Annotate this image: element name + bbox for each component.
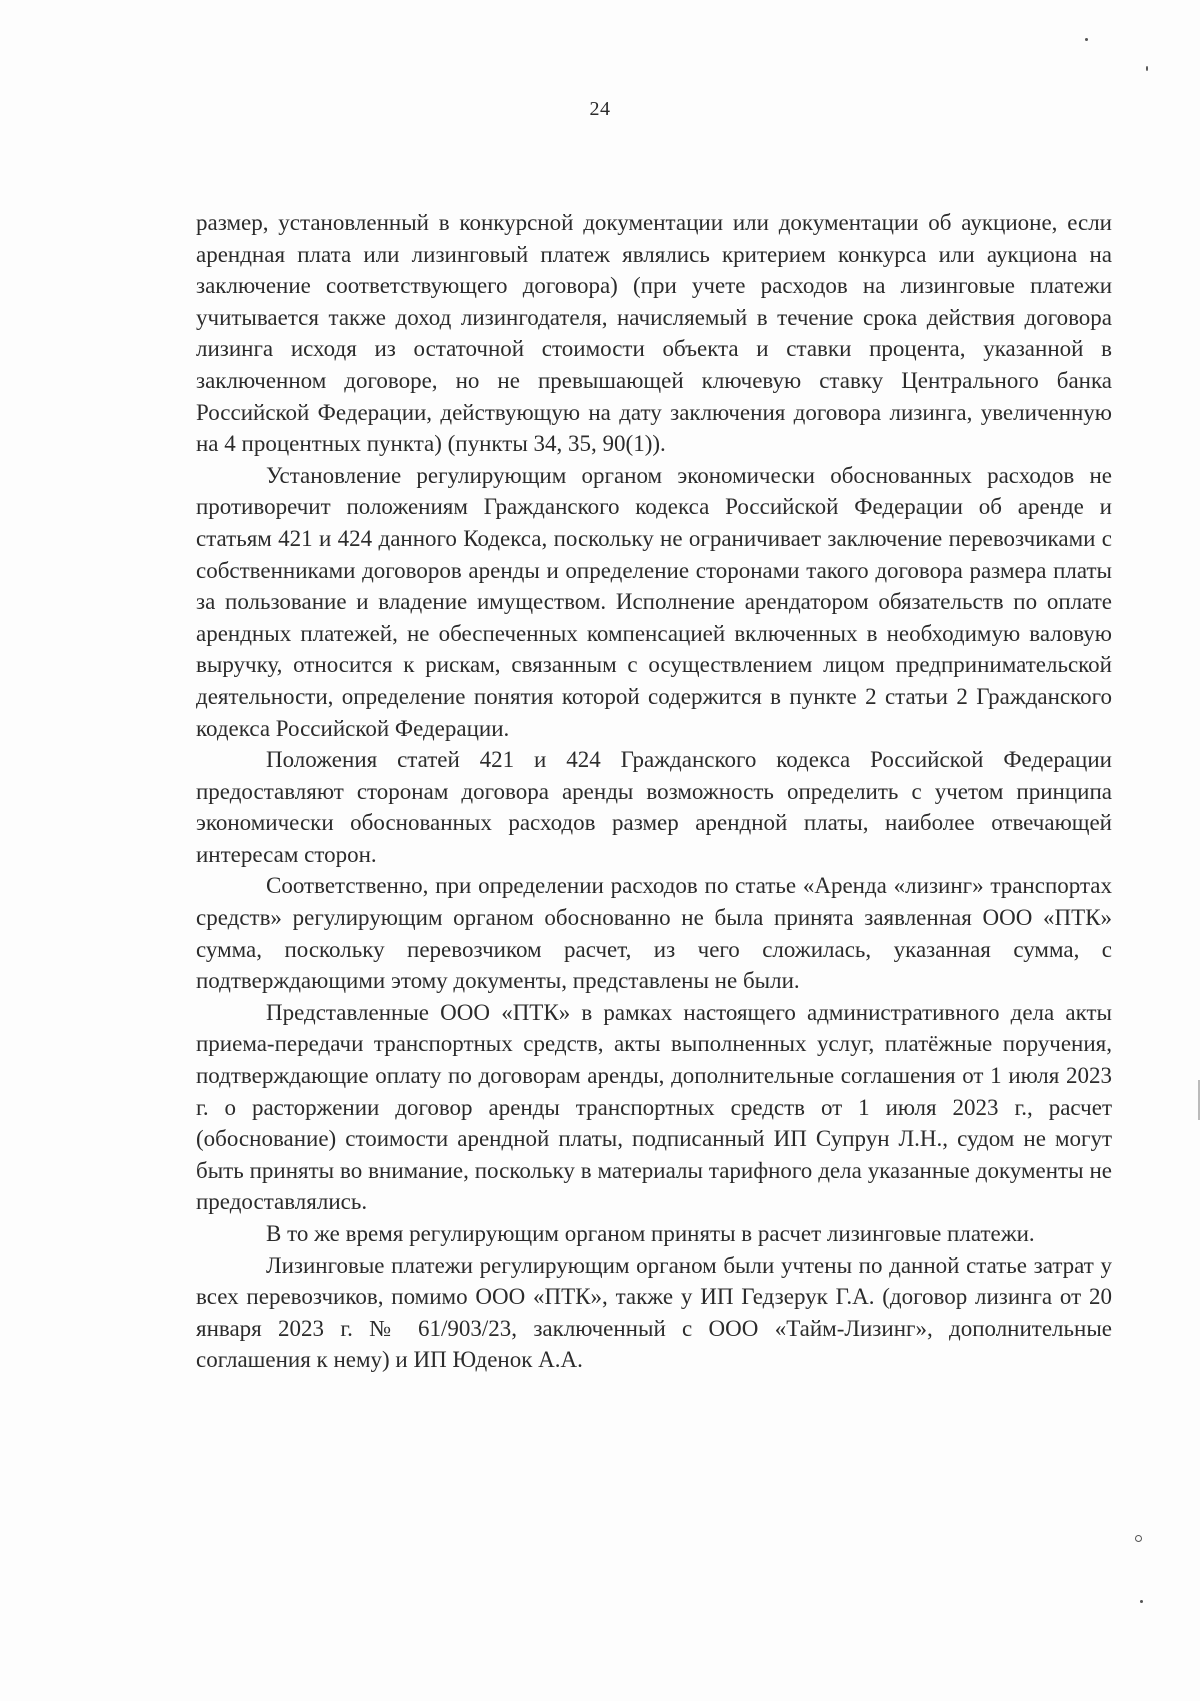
paragraph-4: Соответственно, при определении расходов по статье «Аренда «лизинг» транспортах средств» регулирующим органом обоснованно не была принята заявленная ООО «ПТК» сумма, поскольку перевозчиком расчет, из чего сложилась, указанная сумма, с подтверждающими этому документы, представлены не были. [196, 873, 1112, 994]
paragraph-1: размер, установленный в конкурсной документации или документации об аукционе, если арендная плата или лизинговый платеж являлись критерием конкурса или аукциона на заключение соответствующего договора) (при учете расходов на лизинговые платежи учитывается также доход лизингодателя, начисляемый в течение срока действия договора лизинга исходя из остаточной стоимости объекта и ставки процента, указанной в заключенном договоре, но не превышающей ключевую ставку Центрального банка Российской Федерации, действующую на дату заключения договора лизинга, увеличенную на 4 процентных пункта) (пункты 34, 35, 90(1)). [196, 210, 1112, 457]
paragraph-7: Лизинговые платежи регулирующим органом были учтены по данной статье затрат у всех перевозчиков, помимо ООО «ПТК», также у ИП Гедзерук Г.А. (договор лизинга от 20 января 2023 г. № 61/903/23, заключенный с ООО «Тайм-Лизинг», дополнительные соглашения к нему) и ИП Юденок А.А. [196, 1252, 1112, 1373]
scan-speck [1135, 1535, 1142, 1542]
scan-speck [1085, 38, 1088, 41]
paragraph-6: В то же время регулирующим органом приняты в расчет лизинговые платежи. [266, 1221, 1035, 1246]
paragraph-3: Положения статей 421 и 424 Гражданского кодекса Российской Федерации предоставляют сторонам договора аренды возможность определить с учетом принципа экономически обоснованных расходов размер арендной платы, наиболее отвечающей интересам сторон. [196, 747, 1112, 867]
paragraph-2: Установление регулирующим органом экономически обоснованных расходов не противоречит положениям Гражданского кодекса Российской Федерации об аренде и статьям 421 и 424 данного Кодекса, поскольку не ограничивает заключение перевозчиками с собственниками договоров аренды и определение сторонами такого договора размера платы за пользование и владение имуществом. Исполнение арендатором обязательств по оплате арендных платежей, не обеспеченных компенсацией включенных в необходимую валовую выручку, относится к рискам, связанным с осуществлением лицом предпринимательской деятельности, определение понятия которой содержится в пункте 2 статьи 2 Гражданского кодекса Российской Федерации. [196, 462, 1112, 741]
page-number: 24 [589, 98, 611, 120]
document-body [196, 207, 1112, 1376]
scan-speck [1140, 1600, 1143, 1603]
scan-speck [1146, 66, 1148, 71]
paragraph-5: Представленные ООО «ПТК» в рамках настоящего административного дела акты приема-передачи транспортных средств, акты выполненных услуг, платёжные поручения, подтверждающие оплату по договорам аренды, дополнительные соглашения от 1 июля 2023 г. о расторжении договор аренды транспортных средств от 1 июля 2023 г., расчет (обоснование) стоимости арендной платы, подписанный ИП Супрун Л.Н., судом не могут быть приняты во внимание, поскольку в материалы тарифного дела указанные документы не предоставлялись. [196, 999, 1112, 1215]
